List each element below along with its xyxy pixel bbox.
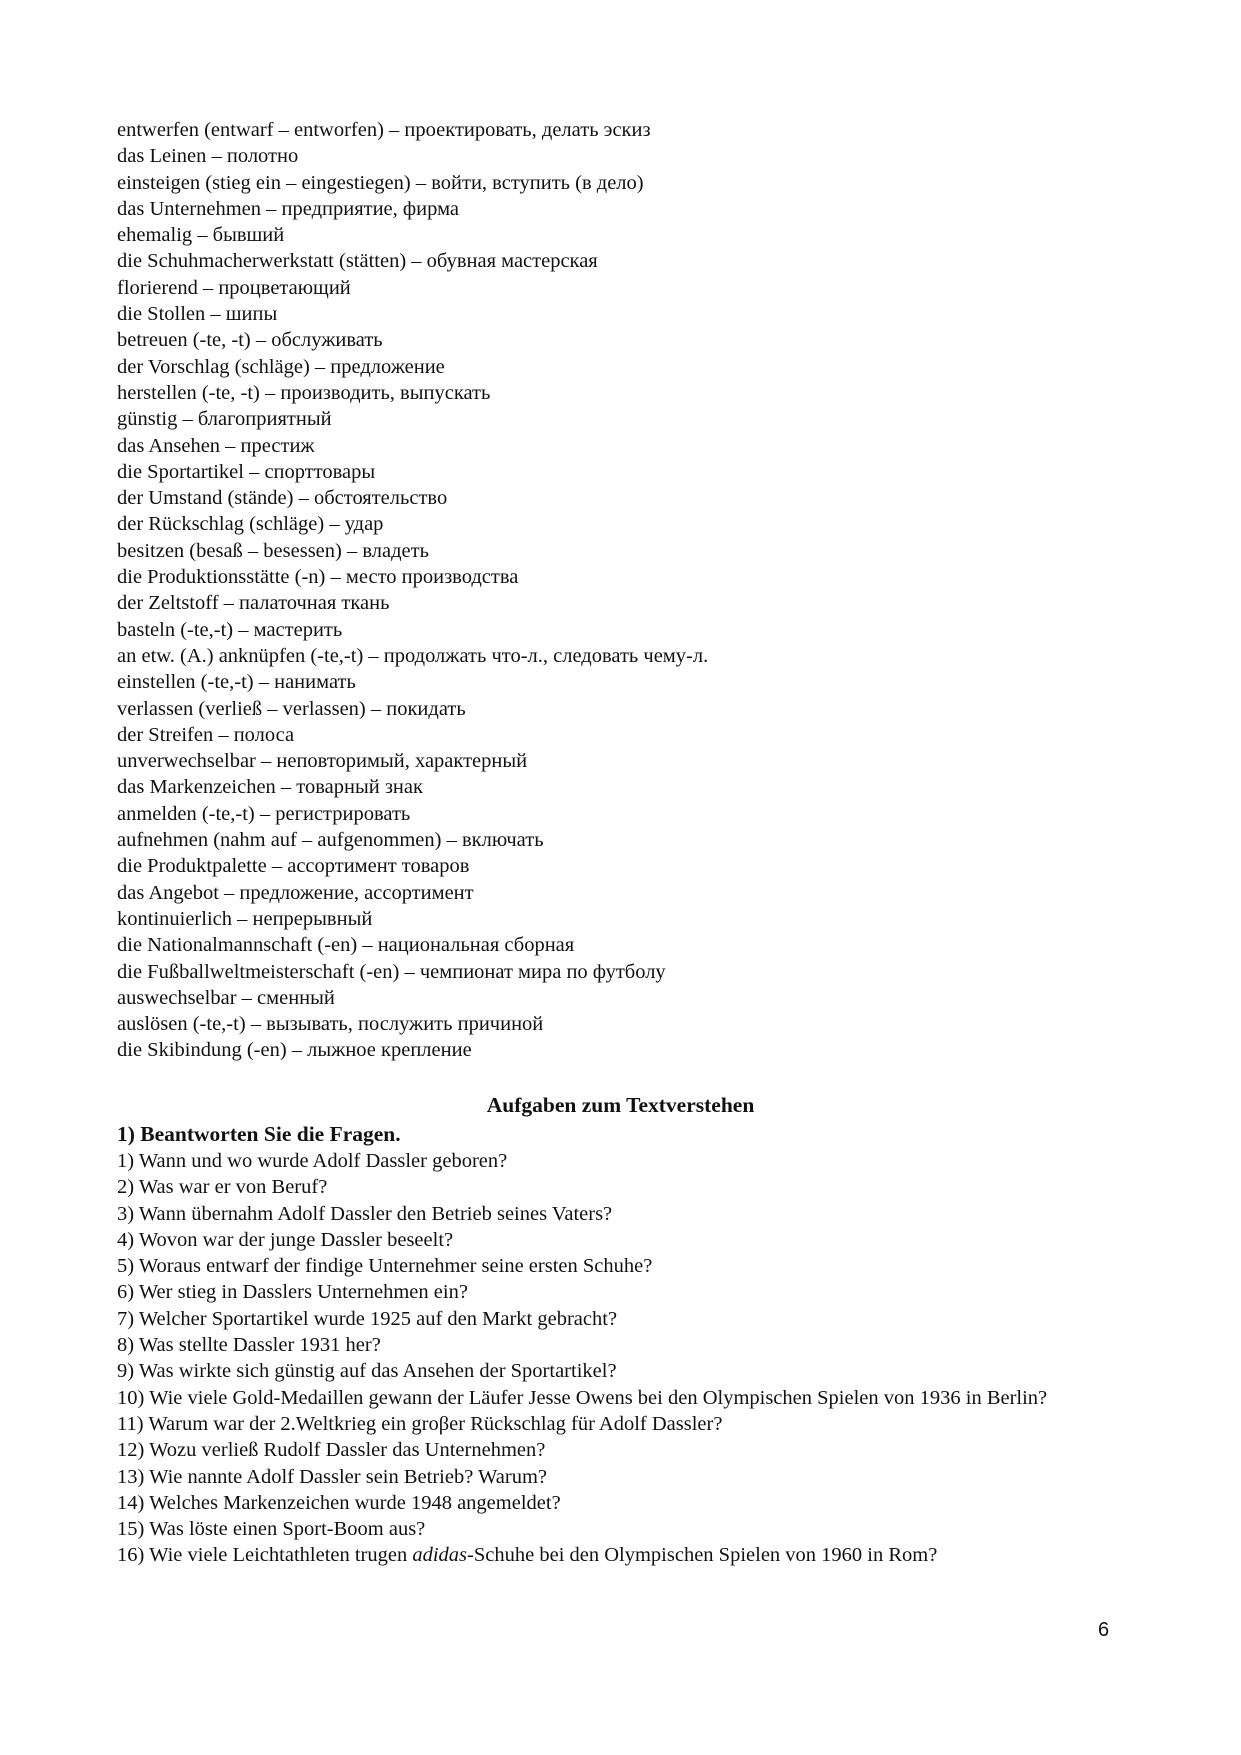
brand-name: adidas: [412, 1544, 468, 1567]
vocab-entry: das Ansehen – престиж: [117, 434, 315, 457]
question-item: 13) Wie nannte Adolf Dassler sein Betrieb? Warum?: [117, 1465, 547, 1488]
vocab-entry: die Produktpalette – ассортимент товаров: [117, 855, 470, 878]
vocab-entry: der Rückschlag (schläge) – удар: [117, 513, 384, 536]
vocab-entry: kontinuierlich – непрерывный: [117, 907, 373, 930]
vocab-entry: besitzen (besaß – besessen) – владеть: [117, 539, 429, 562]
question-item: 12) Wozu verließ Rudolf Dassler das Unternehmen?: [117, 1439, 546, 1462]
vocab-entry: aufnehmen (nahm auf – aufgenommen) – включать: [117, 829, 544, 852]
vocab-entry: das Markenzeichen – товарный знак: [117, 776, 423, 799]
vocab-entry: die Skibindung (-en) – лыжное крепление: [117, 1039, 472, 1062]
vocab-entry: verlassen (verließ – verlassen) – покидать: [117, 697, 466, 720]
task-heading: 1) Beantworten Sie die Fragen.: [117, 1122, 401, 1146]
vocab-entry: günstig – благоприятный: [117, 408, 332, 431]
question-text: 16) Wie viele Leichtathleten trugen: [117, 1544, 413, 1567]
vocab-entry: der Streifen – полоса: [117, 723, 295, 746]
vocab-entry: herstellen (-te, -t) – производить, выпускать: [117, 381, 491, 404]
question-text: -Schuhe bei den Olympischen Spielen von 1960 in Rom?: [467, 1544, 938, 1567]
vocab-entry: entwerfen (entwarf – entworfen) – проектировать, делать эскиз: [117, 119, 651, 141]
vocab-entry: an etw. (A.) anknüpfen (-te,-t) – продолжать что-л., следовать чему-л.: [117, 644, 709, 667]
vocab-entry: das Angebot – предложение, ассортимент: [117, 881, 474, 904]
vocab-entry: die Schuhmacherwerkstatt (stätten) – обувная мастерская: [117, 250, 598, 273]
section-title: Aufgaben zum Textverstehen: [486, 1093, 755, 1117]
question-item: [117, 1542, 1121, 1568]
vocab-entry: einsteigen (stieg ein – eingestiegen) – войти, вступить (в дело): [117, 171, 644, 194]
question-item: 8) Was stellte Dassler 1931 her?: [117, 1334, 381, 1357]
question-item: 6) Wer stieg in Dasslers Unternehmen ein?: [117, 1281, 468, 1304]
vocab-entry: ehemalig – бывший: [117, 224, 285, 247]
vocab-entry: die Stollen – шипы: [117, 303, 278, 326]
question-item: 10) Wie viele Gold-Medaillen gewann der Läufer Jesse Owens bei den Olympischen Spielen von 1936 in Berlin?: [117, 1386, 1048, 1409]
question-item: 1) Wann und wo wurde Adolf Dassler geboren?: [117, 1150, 508, 1172]
question-item: 14) Welches Markenzeichen wurde 1948 angemeldet?: [117, 1491, 561, 1514]
question-item: 2) Was war er von Beruf?: [117, 1176, 328, 1199]
question-item: 5) Woraus entwarf der findige Unternehmer seine ersten Schuhe?: [117, 1255, 653, 1278]
question-item: 9) Was wirkte sich günstig auf das Ansehen der Sportartikel?: [117, 1360, 617, 1383]
vocab-entry: die Nationalmannschaft (-en) – национальная сборная: [117, 934, 575, 957]
vocab-entry: das Leinen – полотно: [117, 145, 299, 168]
vocab-entry: betreuen (-te, -t) – обслуживать: [117, 329, 383, 352]
vocab-entry: die Fußballweltmeisterschaft (-en) – чемпионат мира по футболу: [117, 960, 666, 983]
vocab-entry: die Sportartikel – спорттовары: [117, 460, 376, 483]
question-list: [117, 1148, 1121, 1569]
question-item: 15) Was löste einen Sport-Boom aus?: [117, 1518, 426, 1541]
page-number: 6: [1098, 1619, 1110, 1641]
vocab-entry: anmelden (-te,-t) – регистрировать: [117, 802, 411, 825]
vocab-entry: auswechselbar – сменный: [117, 986, 335, 1009]
question-item: 7) Welcher Sportartikel wurde 1925 auf den Markt gebracht?: [117, 1307, 618, 1330]
vocab-entry: auslösen (-te,-t) – вызывать, послужить причиной: [117, 1013, 544, 1036]
vocab-entry: das Unternehmen – предприятие, фирма: [117, 197, 460, 220]
vocab-entry: einstellen (-te,-t) – нанимать: [117, 671, 356, 694]
vocab-entry: der Zeltstoff – палаточная ткань: [117, 592, 390, 615]
question-item: 3) Wann übernahm Adolf Dassler den Betrieb seines Vaters?: [117, 1202, 613, 1225]
vocab-entry: der Umstand (stände) – обстоятельство: [117, 487, 448, 510]
vocab-entry: der Vorschlag (schläge) – предложение: [117, 355, 445, 378]
vocab-entry: die Produktionsstätte (-n) – место производства: [117, 566, 519, 589]
vocab-entry: florierend – процветающий: [117, 276, 351, 299]
question-item: 11) Warum war der 2.Weltkrieg ein groβer Rückschlag für Adolf Dassler?: [117, 1412, 723, 1435]
vocab-entry: unverwechselbar – неповторимый, характерный: [117, 750, 528, 773]
vocabulary-list: [117, 117, 1117, 1064]
vocab-entry: basteln (-te,-t) – мастерить: [117, 618, 343, 641]
question-item: 4) Wovon war der junge Dassler beseelt?: [117, 1228, 454, 1251]
